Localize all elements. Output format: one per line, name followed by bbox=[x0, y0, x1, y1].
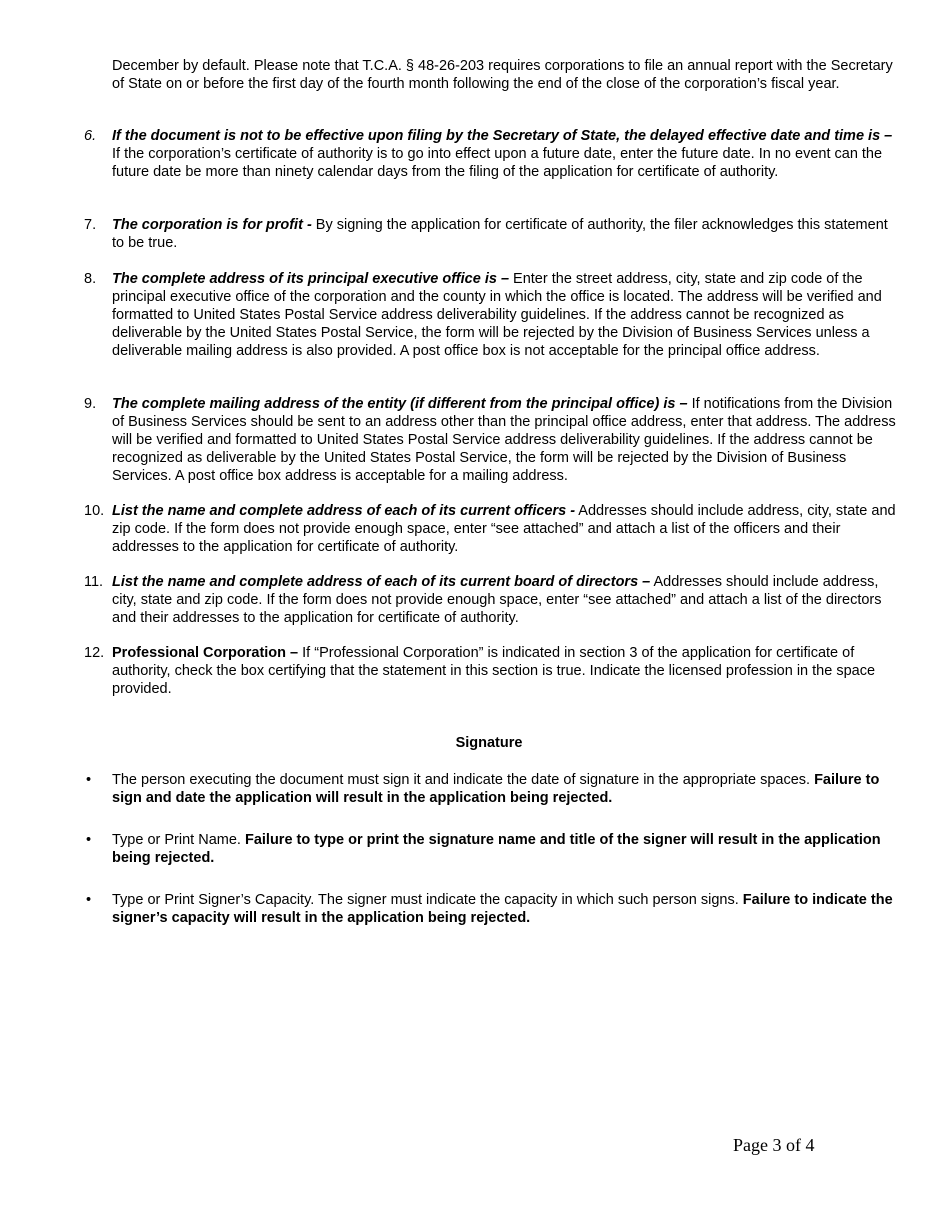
instruction-item-12 bbox=[84, 644, 897, 698]
item-text: Addresses should include address, city, state and zip code. If the form does not provide enough space, enter “see attached” and attach a list of the officers and their addresses to the application for certificate of authority. bbox=[112, 503, 896, 555]
instruction-item-11 bbox=[84, 573, 897, 627]
item-title: List the name and complete address of each of its current board of directors – bbox=[112, 574, 651, 590]
item-title: The complete mailing address of the entity (if different from the principal office) is – bbox=[112, 396, 688, 412]
item-number: 9. bbox=[84, 396, 97, 412]
item-number: 10. bbox=[84, 503, 105, 519]
item-number: 12. bbox=[84, 645, 105, 661]
item-number: 7. bbox=[84, 217, 97, 233]
signature-bullet-1 bbox=[84, 771, 897, 807]
bullet-symbol: • bbox=[86, 892, 92, 908]
instruction-item-9 bbox=[84, 395, 897, 485]
bullet-text: The person executing the document must sign it and indicate the date of signature in the appropriate spaces. bbox=[112, 772, 815, 788]
item-title: Professional Corporation – bbox=[112, 645, 299, 661]
item-title: The complete address of its principal executive office is – bbox=[112, 271, 510, 287]
bullet-warning: Failure to sign and date the application will result in the application being rejected. bbox=[112, 772, 880, 806]
bullet-text: Type or Print Name. bbox=[112, 832, 245, 848]
instruction-item-8 bbox=[84, 270, 897, 360]
item-text: If notifications from the Division of Business Services should be sent to an address other than the principal office address, enter that address. The address will be verified and formatted to United States Postal Service address deliverability guidelines. If the address cannot be recognized as deliverable by the United States Postal Service, the form will be rejected by the Division of Business Services. A post office box address is acceptable for a mailing address. bbox=[112, 396, 896, 484]
instruction-item-6 bbox=[84, 127, 897, 181]
bullet-warning: Failure to type or print the signature name and title of the signer will result in the application being rejected. bbox=[112, 832, 881, 866]
item-number: 8. bbox=[84, 271, 97, 287]
bullet-warning: Failure to indicate the signer’s capacity will result in the application being rejected. bbox=[112, 892, 893, 926]
item-title: List the name and complete address of each of its current officers - bbox=[112, 503, 576, 519]
item-number: 6. bbox=[84, 128, 97, 144]
page-number: Page 3 of 4 bbox=[733, 1135, 815, 1155]
bullet-symbol: • bbox=[86, 772, 92, 788]
item-title: If the document is not to be effective upon filing by the Secretary of State, the delayed effective date and time is – bbox=[112, 128, 893, 144]
item-text: If the corporation’s certificate of authority is to go into effect upon a future date, enter the future date. In no event can the future date be more than ninety calendar days from the filing of the application for certificate of authority. bbox=[112, 146, 883, 180]
instruction-item-10 bbox=[84, 502, 897, 556]
intro-paragraph: December by default. Please note that T.C.A. § 48-26-203 requires corporations to file an annual report with the Secretary of State on or before the first day of the fourth month following the end of the close of the corporation’s fiscal year. bbox=[112, 58, 893, 92]
item-title: The corporation is for profit - bbox=[112, 217, 312, 233]
item-number: 11. bbox=[84, 574, 104, 590]
item-text: Enter the street address, city, state and zip code of the principal executive office of the corporation and the county in which the office is located. The address will be verified and formatted to United States Postal Service address deliverability guidelines. If the address cannot be recognized as deliverable by the United States Postal Service, the form will be rejected by the Division of Business Services unless a deliverable mailing address is also provided. A post office box is not acceptable for the principal office address. bbox=[112, 271, 882, 359]
bullet-text: Type or Print Signer’s Capacity. The signer must indicate the capacity in which such person signs. bbox=[112, 892, 743, 908]
item-text: By signing the application for certificate of authority, the filer acknowledges this statement to be true. bbox=[112, 217, 888, 251]
bullet-symbol: • bbox=[86, 832, 92, 848]
item-text: If “Professional Corporation” is indicated in section 3 of the application for certificate of authority, check the box certifying that the statement in this section is true. Indicate the licensed profession in the space provided. bbox=[112, 645, 876, 697]
signature-heading: Signature bbox=[455, 735, 523, 751]
signature-bullet-3 bbox=[84, 891, 897, 927]
instruction-item-7 bbox=[84, 216, 897, 252]
item-text: Addresses should include address, city, state and zip code. If the form does not provide enough space, enter “see attached” and attach a list of the directors and their addresses to the application for certificate of authority. bbox=[112, 574, 882, 626]
signature-bullet-2 bbox=[84, 831, 897, 867]
